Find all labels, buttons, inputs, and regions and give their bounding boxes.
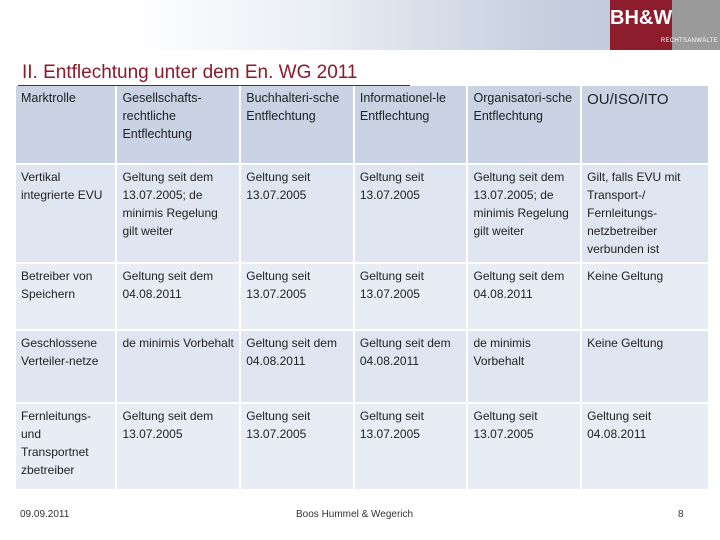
table-cell: Geltung seit 13.07.2005 <box>355 404 467 489</box>
header-gesellschaftsrechtliche: Gesellschafts-rechtliche Entflechtung <box>117 86 239 163</box>
footer-date: 09.09.2011 <box>20 509 70 520</box>
table-cell: Geltung seit 13.07.2005 <box>355 165 467 262</box>
logo-subtext: RECHTSANWÄLTE <box>660 38 718 44</box>
table-cell-role: Fernleitungs- und Transportnet zbetreiber <box>16 404 115 489</box>
unbundling-table <box>14 84 710 491</box>
table-cell: Gilt, falls EVU mit Transport-/ Fernleitungs-netzbetreiber verbunden ist <box>582 165 708 262</box>
table-cell: Geltung seit dem 04.08.2011 <box>355 331 467 402</box>
table-cell: Keine Geltung <box>582 331 708 402</box>
table-cell: Geltung seit 13.07.2005 <box>468 404 580 489</box>
table-cell: de minimis Vorbehalt <box>117 331 239 402</box>
table-cell: Geltung seit 13.07.2005 <box>241 165 353 262</box>
table-row <box>16 404 708 489</box>
table-cell: Keine Geltung <box>582 264 708 329</box>
header-ou-iso-ito: OU/ISO/ITO <box>582 86 708 163</box>
table-row <box>16 331 708 402</box>
company-logo <box>610 0 720 50</box>
header-informationelle: Informationel-le Entflechtung <box>355 86 467 163</box>
page-number: 8 <box>678 509 684 520</box>
table-cell: Geltung seit dem 04.08.2011 <box>468 264 580 329</box>
table-cell-role: Geschlossene Verteiler-netze <box>16 331 115 402</box>
header-marktrolle: Marktrolle <box>16 86 115 163</box>
table-cell: Geltung seit 04.08.2011 <box>582 404 708 489</box>
header-organisatorische: Organisatori-sche Entflechtung <box>468 86 580 163</box>
table-header-row <box>16 86 708 163</box>
table-cell: Geltung seit 13.07.2005 <box>241 264 353 329</box>
table-cell: Geltung seit 13.07.2005 <box>241 404 353 489</box>
table-cell: Geltung seit dem 13.07.2005; de minimis Regelung gilt weiter <box>468 165 580 262</box>
table-cell-role: Betreiber von Speichern <box>16 264 115 329</box>
footer-firm-name: Boos Hummel & Wegerich <box>296 509 414 520</box>
table-row <box>16 165 708 262</box>
slide-title: II. Entflechtung unter dem En. WG 2011 <box>22 62 358 83</box>
table-cell: Geltung seit 13.07.2005 <box>355 264 467 329</box>
table-cell: Geltung seit dem 04.08.2011 <box>117 264 239 329</box>
table-cell-role: Vertikal integrierte EVU <box>16 165 115 262</box>
table-cell: de minimis Vorbehalt <box>468 331 580 402</box>
header-buchhalterische: Buchhalteri-sche Entflechtung <box>241 86 353 163</box>
logo-text: BH&W <box>610 7 673 29</box>
table-cell: Geltung seit dem 13.07.2005 <box>117 404 239 489</box>
table-row <box>16 264 708 329</box>
table-cell: Geltung seit dem 04.08.2011 <box>241 331 353 402</box>
table-cell: Geltung seit dem 13.07.2005; de minimis Regelung gilt weiter <box>117 165 239 262</box>
